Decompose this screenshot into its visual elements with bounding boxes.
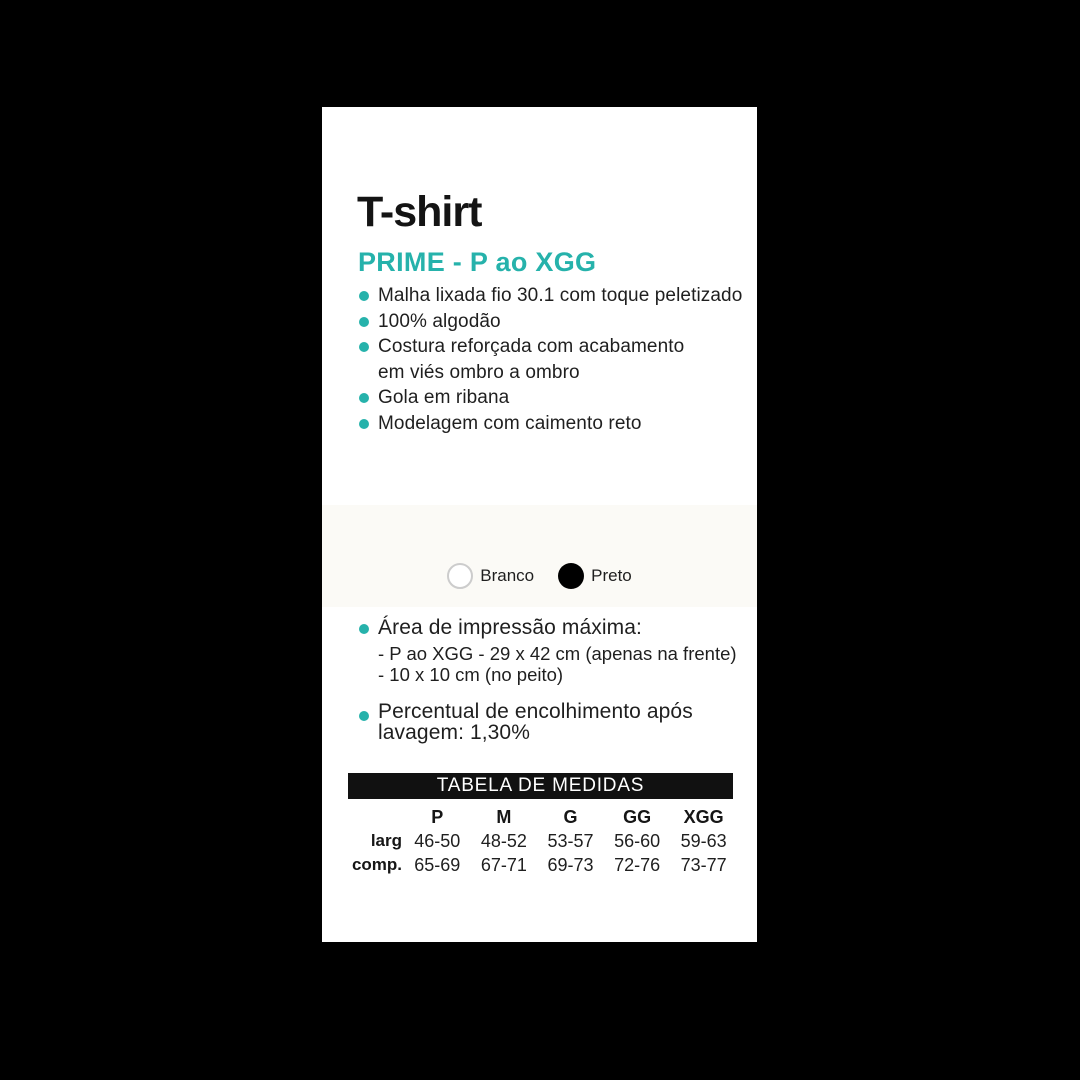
print-area-label: Área de impressão máxima: [378, 616, 642, 639]
color-option-preto[interactable] [558, 563, 632, 589]
bullet-icon [359, 711, 369, 721]
bullet-icon [359, 291, 369, 301]
column-header: GG [623, 806, 652, 827]
size-cell: 65-69 [414, 854, 461, 875]
size-cell: 53-57 [547, 830, 594, 851]
row-label: comp. [351, 855, 402, 874]
product-spec-card [322, 107, 757, 942]
feature-text: 100% algodão [378, 310, 501, 332]
feature-item [359, 385, 742, 411]
feature-text: em viés ombro a ombro [378, 361, 580, 383]
white-swatch-icon [447, 563, 473, 589]
feature-item [359, 309, 742, 335]
column-header: P [431, 806, 444, 827]
bullet-icon [359, 419, 369, 429]
feature-text: Modelagem com caimento reto [378, 412, 642, 434]
print-area-detail: - 10 x 10 cm (no peito) [378, 663, 564, 685]
print-area-item [359, 615, 737, 685]
size-cell: 69-73 [547, 854, 594, 875]
size-cell: 48-52 [480, 830, 527, 851]
feature-item [359, 283, 742, 309]
shrinkage-text: lavagem: 1,30% [378, 720, 530, 744]
color-option-branco[interactable] [447, 563, 534, 589]
feature-text: Gola em ribana [378, 387, 510, 408]
bullet-icon [359, 317, 369, 327]
black-swatch-icon [558, 563, 584, 589]
column-header: M [496, 806, 512, 827]
column-header: G [563, 806, 578, 827]
color-options [322, 563, 757, 589]
row-label: larg [370, 831, 402, 850]
size-cell: 73-77 [680, 854, 727, 875]
size-table-header-bar: TABELA DE MEDIDAS [348, 773, 733, 799]
size-cell: 72-76 [614, 854, 661, 875]
shrinkage-item [359, 702, 693, 743]
feature-text: Malha lixada fio 30.1 com toque peletizado [378, 285, 743, 306]
feature-list [359, 283, 742, 436]
product-subtitle: PRIME - P ao XGG [358, 247, 597, 277]
feature-item [359, 334, 742, 385]
size-cell: 56-60 [614, 830, 661, 851]
bullet-icon [359, 342, 369, 352]
size-cell: 59-63 [680, 830, 727, 851]
feature-text: Costura reforçada com acabamento [378, 336, 685, 357]
color-label: Preto [591, 566, 632, 585]
size-cell: 67-71 [480, 854, 527, 875]
shrinkage-text: Percentual de encolhimento após [378, 700, 693, 723]
size-cell: 46-50 [414, 830, 461, 851]
size-table [348, 805, 737, 877]
column-header: XGG [683, 806, 724, 827]
print-area-detail: - P ao XGG - 29 x 42 cm (apenas na frente) [378, 643, 737, 664]
product-title: T-shirt [357, 188, 482, 236]
feature-item [359, 411, 742, 437]
highlight-band [322, 505, 757, 607]
bullet-icon [359, 624, 369, 634]
color-label: Branco [480, 566, 535, 585]
bullet-icon [359, 393, 369, 403]
